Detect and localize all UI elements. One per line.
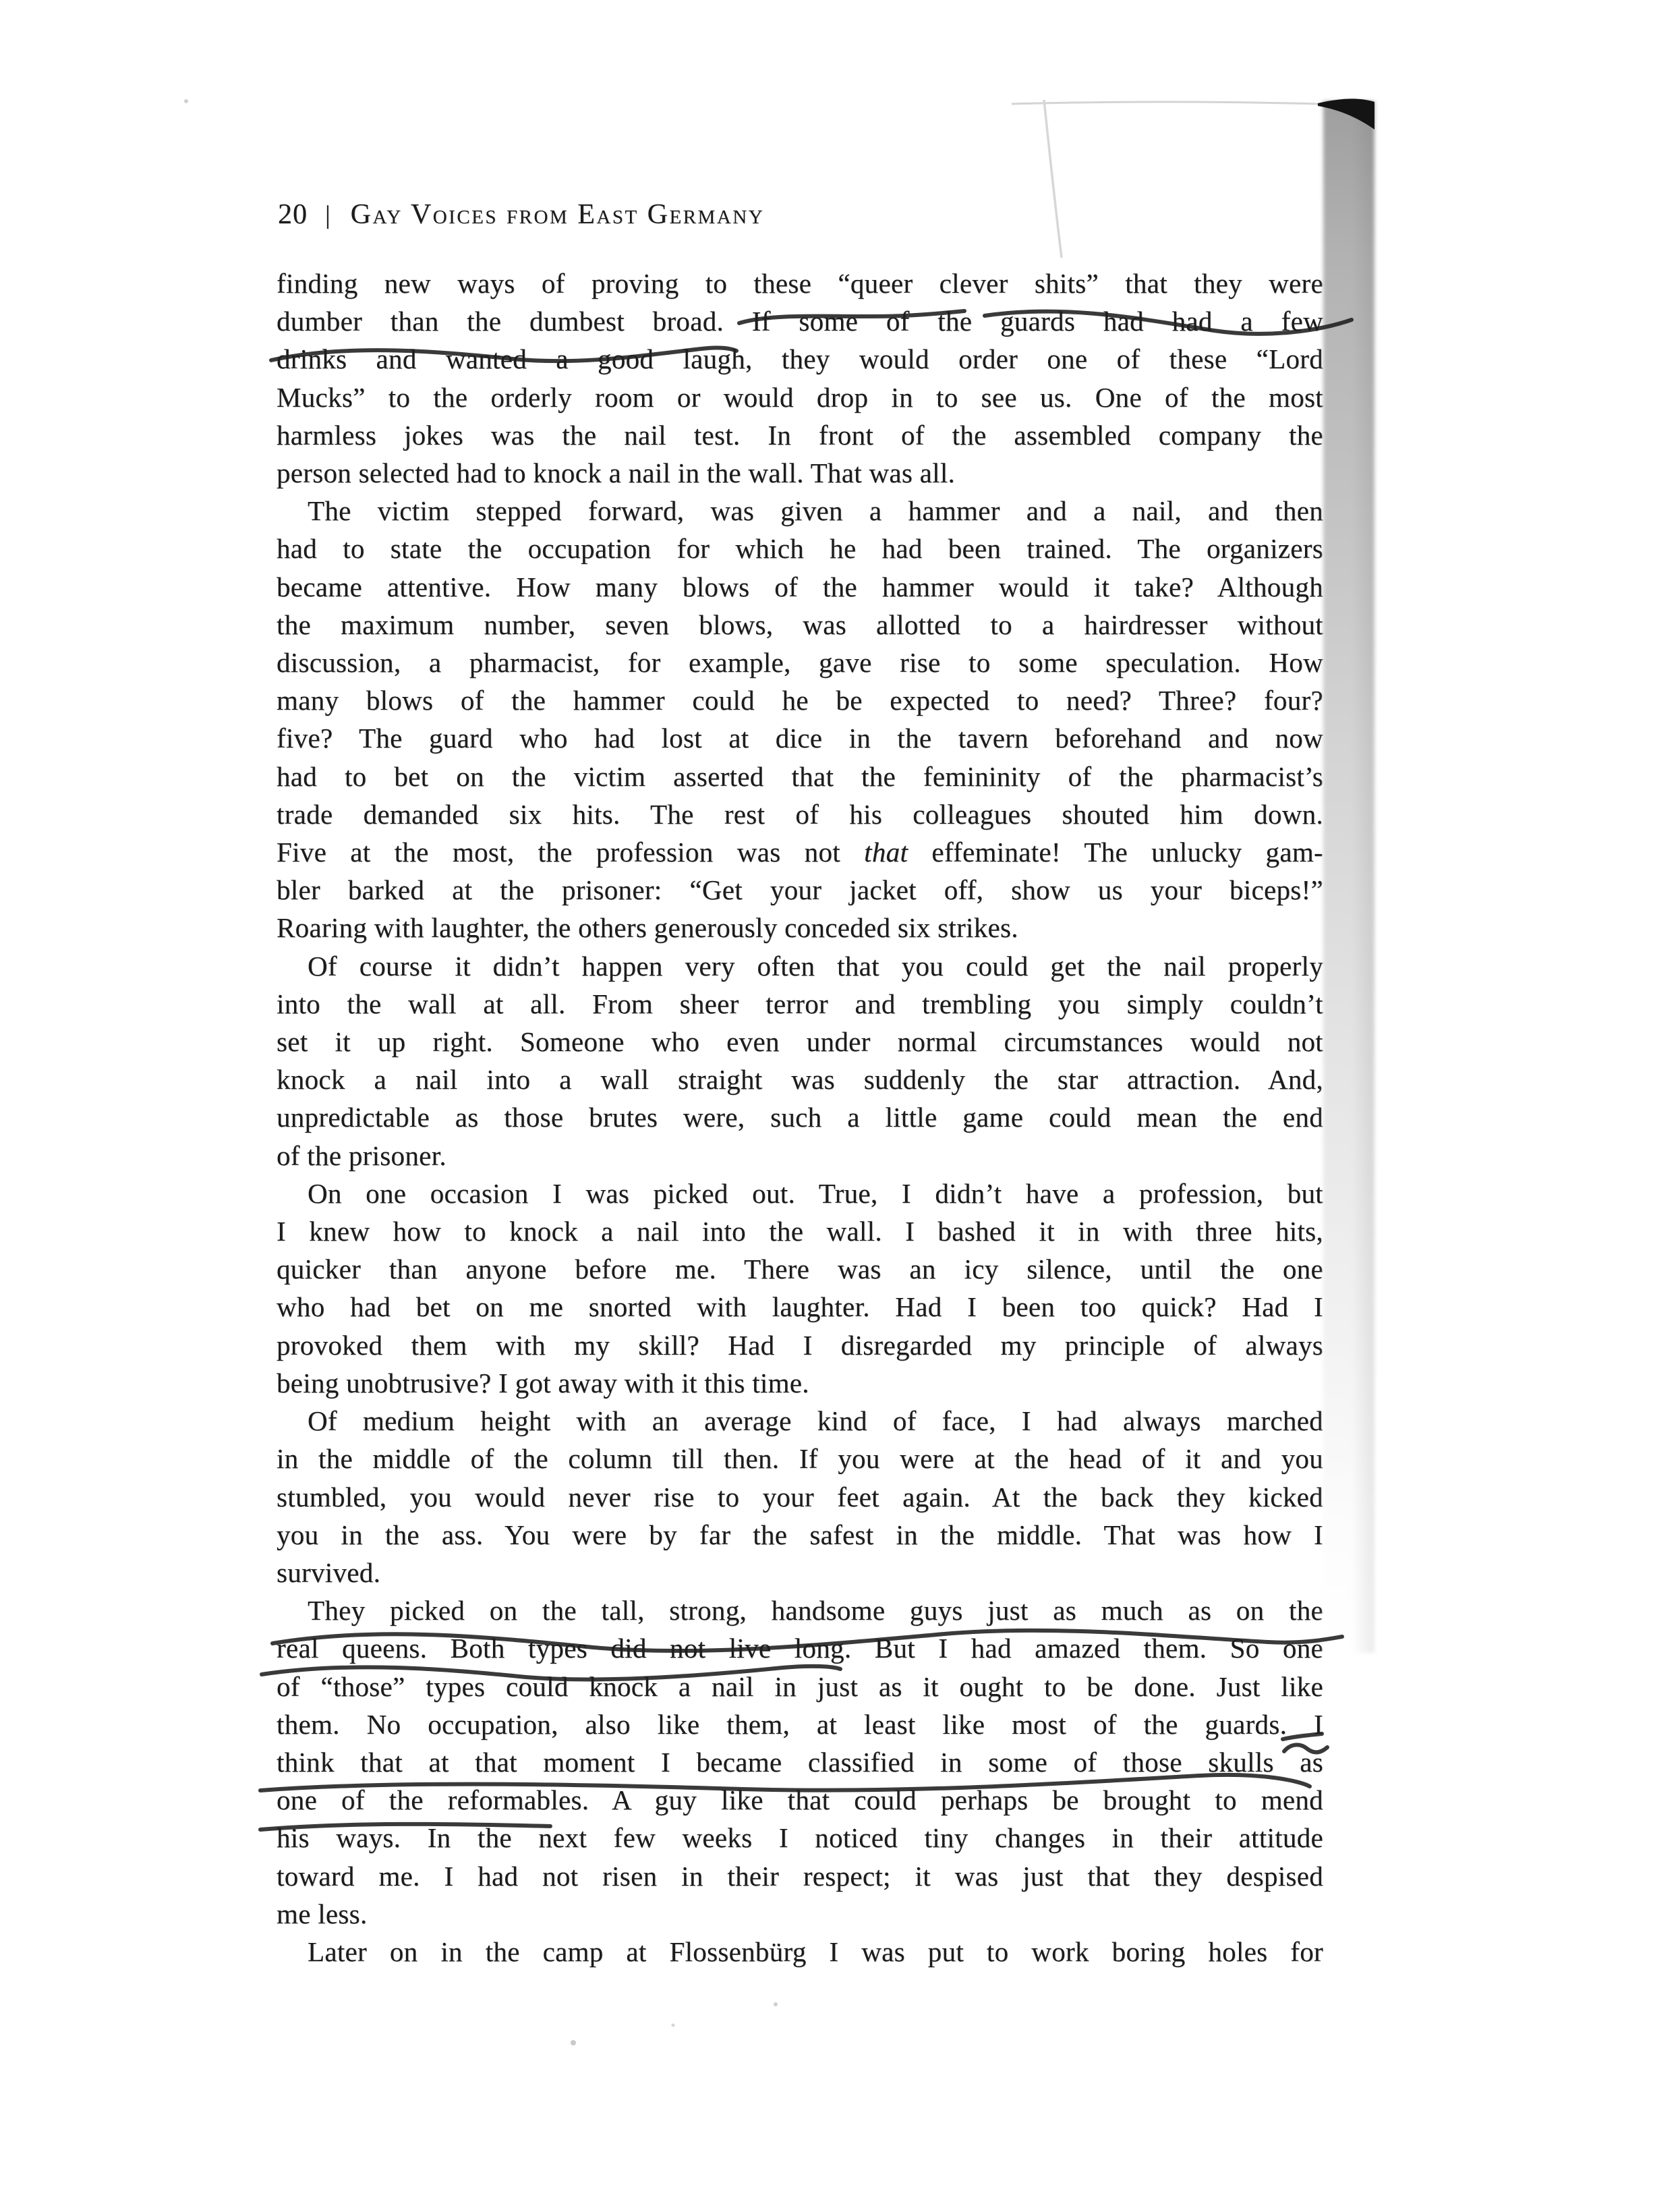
text-segment-italic: that [864, 837, 908, 868]
text-line: survived. [277, 1556, 381, 1588]
text-line: set it up right. Someone who even under normal circumstances would not [277, 1026, 1323, 1058]
text-line: Of medium height with an average kind of face, I had always marched [308, 1405, 1323, 1437]
text-line: his ways. In the next few weeks I noticed tiny changes in their attitude [277, 1822, 1323, 1854]
page-gutter-shadow [1323, 101, 1374, 1653]
text-line: Roaring with laughter, the others generously conceded six strikes. [277, 912, 1018, 944]
text-line: unpredictable as those brutes were, such a little game could mean the end [277, 1102, 1323, 1133]
text-line: bler barked at the prisoner: “Get your jacket off, show us your biceps!” [277, 874, 1323, 906]
text-line: toward me. I had not risen in their respect; it was just that they despised [277, 1860, 1323, 1892]
text-line: in the middle of the column till then. If you were at the head of it and you [277, 1443, 1323, 1475]
text-line: They picked on the tall, strong, handsome guys just as much as on the [308, 1595, 1323, 1627]
text-segment: Five at the most, the profession was not [277, 837, 865, 868]
page-header [278, 198, 764, 231]
text-line: trade demanded six hits. The rest of his colleagues shouted him down. [277, 798, 1323, 830]
text-line: me less. [277, 1898, 368, 1929]
text-line: harmless jokes was the nail test. In front of the assembled company the [277, 419, 1323, 451]
text-line: Later on in the camp at Flossenbürg I was put to work boring holes for [308, 1935, 1323, 1967]
text-line: drinks and wanted a good laugh, they would order one of these “Lord [277, 343, 1323, 375]
text-line: I knew how to knock a nail into the wall. I bashed it in with three hits, [277, 1216, 1323, 1247]
text-line: stumbled, you would never rise to your feet again. At the back they kicked [277, 1481, 1323, 1513]
text-line: dumber than the dumbest broad. If some of the guards had had a few [277, 306, 1323, 337]
text-line: Mucks” to the orderly room or would drop in to see us. One of the most [277, 381, 1323, 413]
text-line: into the wall at all. From sheer terror and trembling you simply couldn’t [277, 988, 1323, 1019]
text-line: On one occasion I was picked out. True, I didn’t have a profession, but [308, 1177, 1323, 1209]
text-line: of “those” types could knock a nail in just as it ought to be done. Just like [277, 1670, 1323, 1702]
text-line: the maximum number, seven blows, was allotted to a hairdresser without [277, 609, 1323, 640]
text-line: finding new ways of proving to these “queer clever shits” that they were [277, 268, 1323, 299]
text-line: five? The guard who had lost at dice in the tavern beforehand and now [277, 723, 1323, 754]
text-line: quicker than anyone before me. There was an icy silence, until the one [277, 1253, 1323, 1285]
text-line: who had bet on me snorted with laughter. Had I been too quick? Had I [277, 1291, 1323, 1323]
page-top-edge-line [1012, 102, 1318, 104]
scan-speck [184, 99, 188, 103]
text-line: think that at that moment I became classified in some of those skulls as [277, 1746, 1323, 1778]
scan-speck [571, 2040, 576, 2045]
text-line: being unobtrusive? I got away with it this time. [277, 1367, 809, 1398]
text-segment: effeminate! The unlucky gam- [908, 837, 1324, 868]
text-line: provoked them with my skill? Had I disregarded my principle of always [277, 1329, 1323, 1361]
scan-speck [672, 2024, 675, 2027]
running-title: Gay Voices from East Germany [350, 199, 765, 230]
text-line: you in the ass. You were by far the safest in the middle. That was how I [277, 1519, 1323, 1550]
text-line: Of course it didn’t happen very often that you could get the nail properly [308, 950, 1323, 982]
page-body [277, 264, 1323, 1971]
text-line: The victim stepped forward, was given a hammer and a nail, and then [308, 495, 1323, 527]
text-line: had to bet on the victim asserted that the femininity of the pharmacist’s [277, 760, 1323, 792]
text-line: became attentive. How many blows of the hammer would it take? Although [277, 571, 1323, 602]
text-line: had to state the occupation for which he had been trained. The organizers [277, 533, 1323, 565]
page-number: 20 [278, 199, 308, 230]
text-line: knock a nail into a wall straight was suddenly the star attraction. And, [277, 1064, 1323, 1096]
text-line: them. No occupation, also like them, at least like most of the guards. I [277, 1708, 1323, 1740]
text-line: real queens. Both types did not live long. But I had amazed them. So one [277, 1633, 1323, 1664]
text-line: one of the reformables. A guy like that could perhaps be brought to mend [277, 1784, 1323, 1816]
text-line: of the prisoner. [277, 1139, 446, 1171]
text-line: many blows of the hammer could he be expected to need? Three? four? [277, 685, 1323, 716]
text-line: person selected had to knock a nail in the wall. That was all. [277, 457, 956, 489]
text-line [277, 833, 1323, 871]
scan-crease-line [1044, 100, 1062, 258]
text-line: discussion, a pharmacist, for example, gave rise to some speculation. How [277, 647, 1323, 679]
header-separator: | [325, 201, 330, 229]
scan-speck [774, 2002, 778, 2006]
